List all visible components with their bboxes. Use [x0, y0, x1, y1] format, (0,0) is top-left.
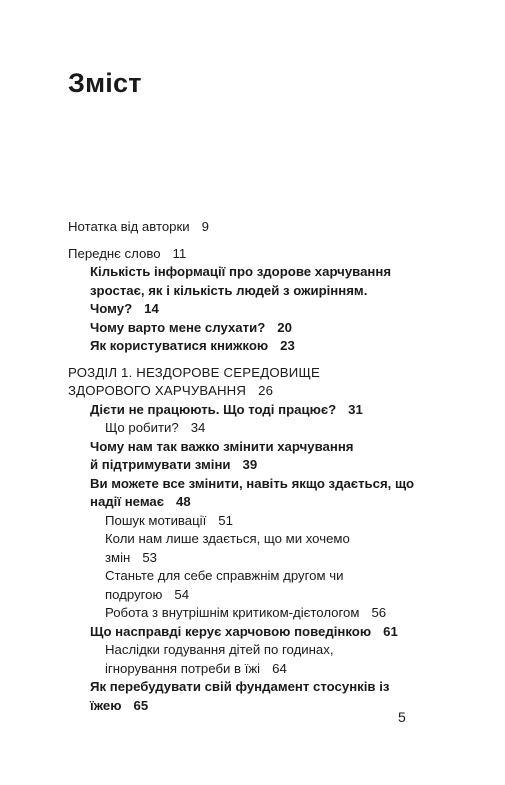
toc-entry-title: Пошук мотивації: [105, 512, 207, 528]
toc-entry-title: Що робити?: [105, 420, 179, 435]
toc-entry-title-line2: й підтримувати зміни: [90, 457, 231, 472]
toc-entry: [68, 678, 448, 715]
toc-entry-title-line2: змін: [105, 549, 131, 565]
toc-entry-page: 39: [242, 457, 258, 472]
toc-entry-page: 54: [174, 586, 190, 602]
toc-subentry: [68, 512, 448, 531]
toc-entry: [68, 401, 448, 420]
toc-subentry: [68, 641, 448, 678]
toc-entry-page: 48: [176, 494, 191, 509]
toc-entry-title: Що насправді керує харчовою поведінкою: [90, 623, 372, 639]
table-of-contents: [68, 218, 448, 715]
toc-entry-title-line1: Ви можете все змінити, навіть якщо здається, що: [90, 475, 415, 491]
toc-entry-title-line2: ігнорування потреби в їжі: [105, 660, 261, 676]
toc-entry-page: 20: [277, 319, 292, 335]
toc-entry-title: Переднє слово: [68, 245, 161, 261]
toc-entry: [68, 475, 448, 512]
toc-entry: [68, 263, 448, 300]
toc-entry-title-line2: ЗДОРОВОГО ХАРЧУВАННЯ: [68, 383, 247, 398]
toc-entry-page: 11: [172, 245, 187, 261]
toc-entry-page: 9: [201, 219, 209, 234]
toc-entry-title-line1: Коли нам лише здається, що ми хочемо: [105, 531, 350, 546]
toc-entry-title-line1: Кількість інформації про здорове харчування: [90, 264, 392, 279]
toc-entry-title: Чому варто мене слухати?: [90, 319, 266, 335]
toc-entry-title-line1: Станьте для себе справжнім другом чи: [105, 568, 344, 583]
toc-subentry: [68, 530, 448, 567]
toc-entry: [68, 438, 448, 475]
toc-entry-title: Чому?: [90, 301, 133, 316]
toc-entry-title-line1: Чому нам так важко змінити харчування: [90, 438, 354, 454]
toc-entry-page: 56: [371, 605, 387, 620]
toc-entry-title-line2: надії немає: [90, 494, 165, 509]
toc-entry-title-line2: їжею: [90, 697, 122, 713]
toc-entry-title-line1: РОЗДІЛ 1. НЕЗДОРОВЕ СЕРЕДОВИЩЕ: [68, 364, 321, 380]
toc-entry-page: 53: [142, 549, 157, 565]
toc-entry-page: 61: [383, 623, 398, 639]
toc-entry: [68, 218, 448, 237]
toc-entry: [68, 337, 448, 356]
toc-entry-title: Робота з внутрішнім критиком-дієтологом: [105, 605, 360, 620]
toc-entry-page: 26: [258, 383, 274, 398]
toc-subentry: [68, 567, 448, 604]
toc-entry-page: 51: [218, 512, 233, 528]
toc-entry-page: 23: [280, 338, 295, 353]
toc-entry-page: 14: [144, 301, 159, 316]
toc-entry: [68, 245, 448, 264]
page-number: 5: [398, 709, 406, 725]
toc-entry-title-line2: зростає, як і кількість людей з ожирінням.: [90, 282, 368, 298]
toc-entry-page: 64: [272, 660, 287, 676]
toc-entry-page: 34: [190, 420, 206, 435]
toc-entry-title-line2: подругою: [105, 586, 163, 602]
toc-entry-page: 31: [348, 401, 363, 417]
toc-entry-page: 65: [133, 697, 149, 713]
page-title: Зміст: [68, 68, 142, 98]
toc-entry-title: Дієти не працюють. Що тоді працює?: [90, 401, 337, 417]
toc-entry-title-line1: Як перебудувати свій фундамент стосунків із: [90, 679, 390, 694]
toc-entry-title: Як користуватися книжкою: [90, 338, 269, 353]
toc-entry: [68, 319, 448, 338]
toc-entry-title-line1: Наслідки годування дітей по годинах,: [105, 642, 334, 657]
toc-subentry: [68, 419, 448, 438]
toc-chapter-entry: [68, 364, 448, 401]
toc-entry: [68, 623, 448, 642]
toc-entry: [68, 300, 448, 319]
toc-subentry: [68, 604, 448, 623]
toc-entry-title: Нотатка від авторки: [68, 219, 190, 234]
